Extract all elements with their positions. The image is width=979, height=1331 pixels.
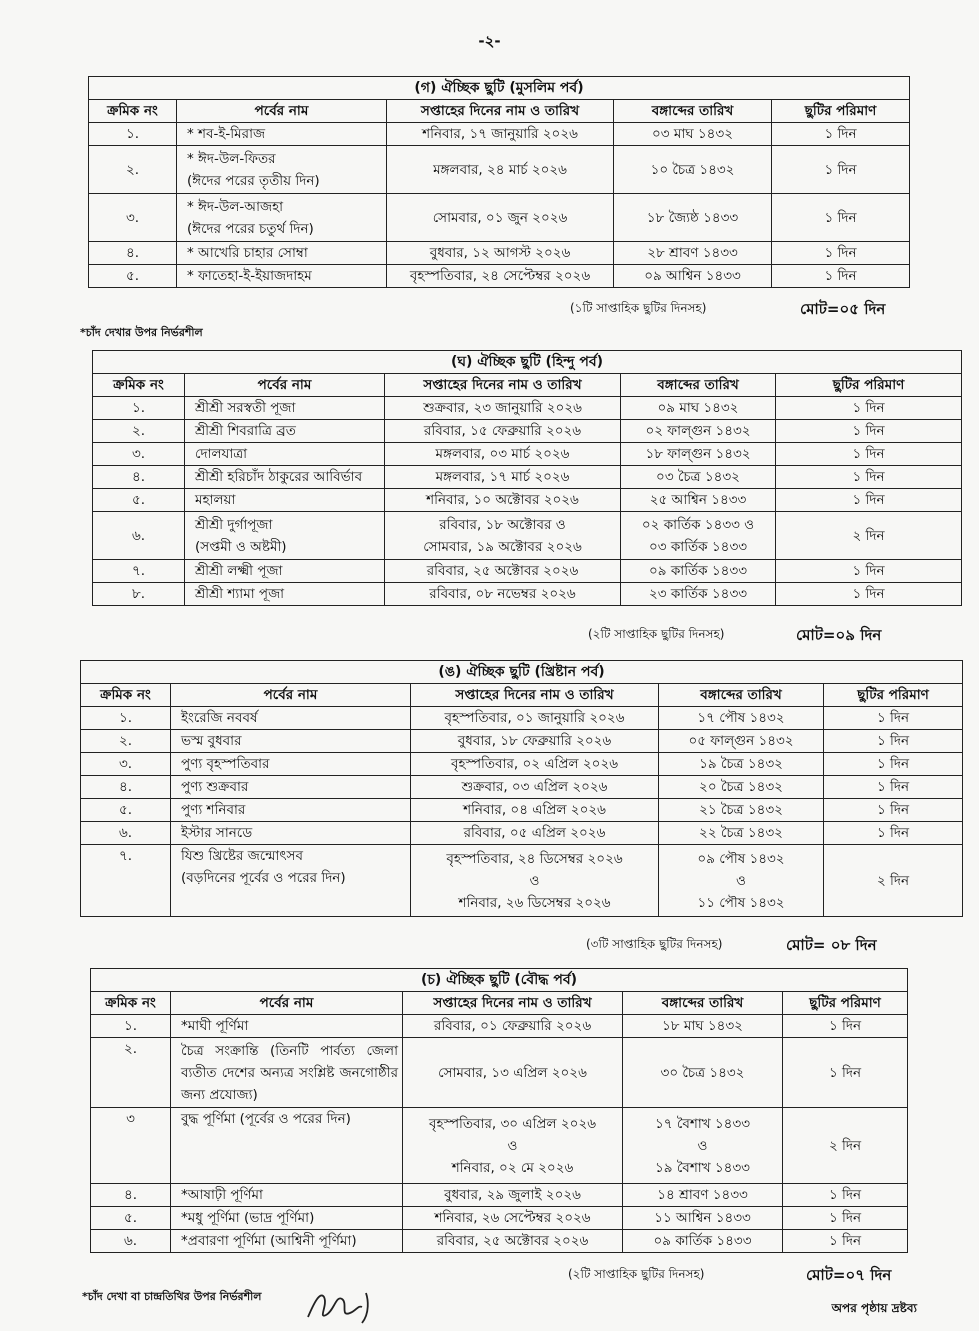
hindu-holiday-table (92, 350, 962, 606)
christian-holiday-table (80, 660, 963, 917)
table-row: ৪. *আষাঢ়ী পূর্ণিমা বুধবার, ২৯ জুলাই ২০২৬ ১৪ শ্রাবণ ১৪৩৩ ১ দিন (91, 1184, 908, 1207)
table-row: ৫. * ফাতেহা-ই-ইয়াজদাহম বৃহস্পতিবার, ২৪ সেপ্টেম্বর ২০২৬ ০৯ আশ্বিন ১৪৩৩ ১ দিন (89, 265, 910, 288)
christian-total: মোট= ০৮ দিন (786, 936, 877, 954)
table-row: ৬. *প্রবারণা পূর্ণিমা (আশ্বিনী পূর্ণিমা) রবিবার, ২৫ অক্টোবর ২০২৬ ০৯ কার্তিক ১৪৩৩ ১ দিন (91, 1230, 908, 1253)
table-row: ২. শ্রীশ্রী শিবরাত্রি ব্রত রবিবার, ১৫ ফেব্রুয়ারি ২০২৬ ০২ ফাল্গুন ১৪৩২ ১ দিন (93, 420, 962, 443)
muslim-holiday-table (88, 76, 910, 288)
table-title: (চ) ঐচ্ছিক ছুটি (বৌদ্ধ পর্ব) (91, 969, 908, 992)
muslim-footnote: (১টি সাপ্তাহিক ছুটির দিনসহ) (570, 301, 707, 315)
muslim-total: মোট=০৫ দিন (800, 300, 886, 318)
header-serial: ক্রমিক নং (89, 100, 177, 123)
header-serial: ক্রমিক নং (91, 992, 171, 1015)
table-title: (ঘ) ঐচ্ছিক ছুটি (হিন্দু পর্ব) (93, 351, 962, 374)
header-days: ছুটির পরিমাণ (783, 992, 908, 1015)
table-row: ২. ভস্ম বুধবার বুধবার, ১৮ ফেব্রুয়ারি ২০২৬ ০৫ ফাল্গুন ১৪৩২ ১ দিন (81, 730, 963, 753)
table-row: ৪. শ্রীশ্রী হরিচাঁদ ঠাকুরের আবির্ভাব মঙ্গলবার, ১৭ মার্চ ২০২৬ ০৩ চৈত্র ১৪৩২ ১ দিন (93, 466, 962, 489)
table-row: ১. শ্রীশ্রী সরস্বতী পূজা শুক্রবার, ২৩ জানুয়ারি ২০২৬ ০৯ মাঘ ১৪৩২ ১ দিন (93, 397, 962, 420)
signature (300, 1283, 380, 1331)
table-row: ১. *মাঘী পূর্ণিমা রবিবার, ০১ ফেব্রুয়ারি ২০২৬ ১৮ মাঘ ১৪৩২ ১ দিন (91, 1015, 908, 1038)
table-row: ১. ইংরেজি নববর্ষ বৃহস্পতিবার, ০১ জানুয়ারি ২০২৬ ১৭ পৌষ ১৪৩২ ১ দিন (81, 707, 963, 730)
table-row: ৪. পুণ্য শুক্রবার শুক্রবার, ০৩ এপ্রিল ২০২৬ ২০ চৈত্র ১৪৩২ ১ দিন (81, 776, 963, 799)
continued-note: অপর পৃষ্ঠায় দ্রষ্টব্য (831, 1301, 917, 1315)
header-date: সপ্তাহের দিনের নাম ও তারিখ (387, 100, 614, 123)
table-row: ৫. মহালয়া শনিবার, ১০ অক্টোবর ২০২৬ ২৫ আশ্বিন ১৪৩৩ ১ দিন (93, 489, 962, 512)
buddhist-holiday-table (90, 968, 908, 1253)
header-festival: পর্বের নাম (177, 100, 387, 123)
header-days: ছুটির পরিমাণ (772, 100, 910, 123)
header-bangla-date: বঙ্গাব্দের তারিখ (659, 684, 824, 707)
header-festival: পর্বের নাম (185, 374, 385, 397)
header-days: ছুটির পরিমাণ (824, 684, 963, 707)
table-row: ৭. শ্রীশ্রী লক্ষ্মী পূজা রবিবার, ২৫ অক্টোবর ২০২৬ ০৯ কার্তিক ১৪৩৩ ১ দিন (93, 560, 962, 583)
table-row: ৫. *মধু পূর্ণিমা (ভাদ্র পূর্ণিমা) শনিবার, ২৬ সেপ্টেম্বর ২০২৬ ১১ আশ্বিন ১৪৩৩ ১ দিন (91, 1207, 908, 1230)
table-row: ৩. পুণ্য বৃহস্পতিবার বৃহস্পতিবার, ০২ এপ্রিল ২০২৬ ১৯ চৈত্র ১৪৩২ ১ দিন (81, 753, 963, 776)
page-number: -২- (478, 32, 501, 50)
header-festival: পর্বের নাম (171, 992, 403, 1015)
table-row: ৪. * আখেরি চাহার সোম্বা বুধবার, ১২ আগস্ট ২০২৬ ২৮ শ্রাবণ ১৪৩৩ ১ দিন (89, 242, 910, 265)
header-days: ছুটির পরিমাণ (776, 374, 962, 397)
header-festival: পর্বের নাম (171, 684, 411, 707)
table-row: ৭. যিশু খ্রিষ্টের জন্মোৎসব (বড়দিনের পূর্বের ও পরের দিন) বৃহস্পতিবার, ২৪ ডিসেম্বর ২০২৬ ও শনিবার, ২৬ ডিসেম্বর ২০২৬ ০৯ পৌষ ১৪৩২ ও ১১ পৌষ ১৪৩২ ২ দিন (81, 845, 963, 917)
header-date: সপ্তাহের দিনের নাম ও তারিখ (403, 992, 623, 1015)
buddhist-moon-note: *চাঁদ দেখা বা চান্দ্রতিথির উপর নির্ভরশীল (82, 1290, 262, 1303)
table-row: ৬. ইস্টার সানডে রবিবার, ০৫ এপ্রিল ২০২৬ ২২ চৈত্র ১৪৩২ ১ দিন (81, 822, 963, 845)
table-row: ৩. * ঈদ-উল-আজহা (ঈদের পরের চতুর্থ দিন) সোমবার, ০১ জুন ২০২৬ ১৮ জ্যৈষ্ঠ ১৪৩৩ ১ দিন (89, 194, 910, 242)
table-row: ৩. দোলযাত্রা মঙ্গলবার, ০৩ মার্চ ২০২৬ ১৮ ফাল্গুন ১৪৩২ ১ দিন (93, 443, 962, 466)
table-title: (ঙ) ঐচ্ছিক ছুটি (খ্রিষ্টান পর্ব) (81, 661, 963, 684)
buddhist-total: মোট=০৭ দিন (806, 1266, 892, 1284)
table-row: ৮. শ্রীশ্রী শ্যামা পূজা রবিবার, ০৮ নভেম্বর ২০২৬ ২৩ কার্তিক ১৪৩৩ ১ দিন (93, 583, 962, 606)
hindu-footnote: (২টি সাপ্তাহিক ছুটির দিনসহ) (588, 627, 725, 641)
table-title: (গ) ঐচ্ছিক ছুটি (মুসলিম পর্ব) (89, 77, 910, 100)
table-row: ২. চৈত্র সংক্রান্তি (তিনটি পার্বত্য জেলা ব্যতীত দেশের অন্যত্র সংশ্লিষ্ট জনগোষ্ঠীর জন্য প্রযোজ্য) সোমবার, ১৩ এপ্রিল ২০২৬ ৩০ চৈত্র ১৪৩২ ১ দিন (91, 1038, 908, 1108)
table-row: ৬. শ্রীশ্রী দুর্গাপূজা (সপ্তমী ও অষ্টমী) রবিবার, ১৮ অক্টোবর ও সোমবার, ১৯ অক্টোবর ২০২৬ ০২ কার্তিক ১৪৩৩ ও ০৩ কার্তিক ১৪৩৩ ২ দিন (93, 512, 962, 560)
table-row: ৩ বুদ্ধ পূর্ণিমা (পূর্বের ও পরের দিন) বৃহস্পতিবার, ৩০ এপ্রিল ২০২৬ ও শনিবার, ০২ মে ২০২৬ ১৭ বৈশাখ ১৪৩৩ ও ১৯ বৈশাখ ১৪৩৩ ২ দিন (91, 1108, 908, 1184)
christian-footnote: (৩টি সাপ্তাহিক ছুটির দিনসহ) (586, 937, 723, 951)
header-serial: ক্রমিক নং (93, 374, 185, 397)
header-bangla-date: বঙ্গাব্দের তারিখ (621, 374, 776, 397)
header-date: সপ্তাহের দিনের নাম ও তারিখ (385, 374, 621, 397)
hindu-total: মোট=০৯ দিন (796, 626, 882, 644)
header-serial: ক্রমিক নং (81, 684, 171, 707)
buddhist-footnote: (২টি সাপ্তাহিক ছুটির দিনসহ) (568, 1267, 705, 1281)
table-row: ৫. পুণ্য শনিবার শনিবার, ০৪ এপ্রিল ২০২৬ ২১ চৈত্র ১৪৩২ ১ দিন (81, 799, 963, 822)
header-date: সপ্তাহের দিনের নাম ও তারিখ (411, 684, 659, 707)
table-row: ১. * শব-ই-মিরাজ শনিবার, ১৭ জানুয়ারি ২০২৬ ০৩ মাঘ ১৪৩২ ১ দিন (89, 123, 910, 146)
header-bangla-date: বঙ্গাব্দের তারিখ (614, 100, 772, 123)
table-row: ২. * ঈদ-উল-ফিতর (ঈদের পরের তৃতীয় দিন) মঙ্গলবার, ২৪ মার্চ ২০২৬ ১০ চৈত্র ১৪৩২ ১ দিন (89, 146, 910, 194)
muslim-moon-note: *চাঁদ দেখার উপর নির্ভরশীল (80, 326, 203, 339)
header-bangla-date: বঙ্গাব্দের তারিখ (623, 992, 783, 1015)
